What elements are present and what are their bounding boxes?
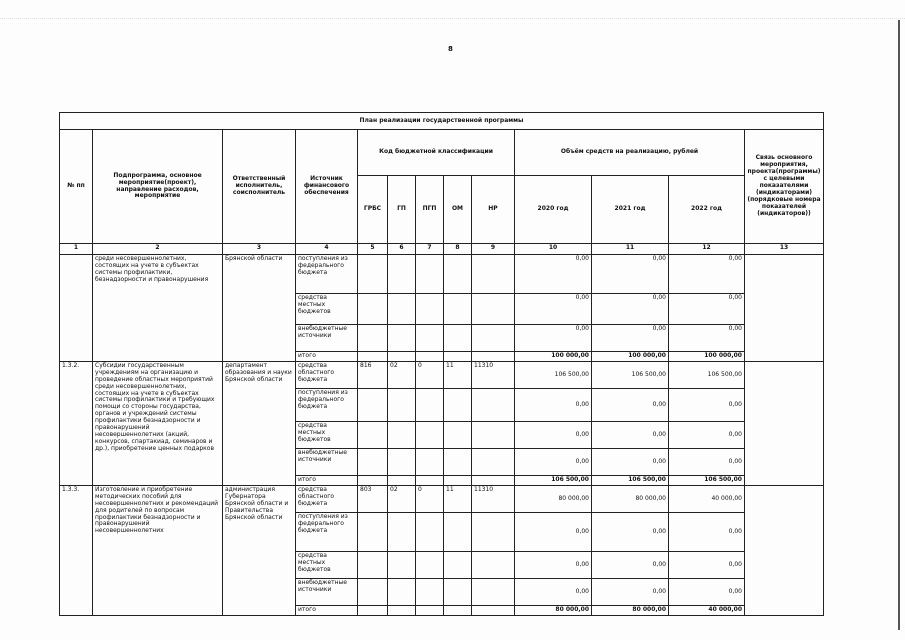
- total-2022: 40 000,00: [669, 606, 745, 616]
- om-cell: 11: [444, 362, 472, 389]
- amount-2022: 0,00: [669, 325, 745, 352]
- header-pgp: ПГП: [416, 176, 444, 244]
- header-nr: НР: [472, 176, 515, 244]
- header-source: Источник финансового обеспечения: [296, 130, 358, 244]
- link-cell: [745, 362, 824, 486]
- program-plan-table: [59, 112, 824, 616]
- amount-2020: 0,00: [515, 255, 592, 294]
- amount-2020: 0,00: [515, 389, 592, 422]
- amount-2020: 0,00: [515, 294, 592, 325]
- responsible-cell: департамент образования и науки Брянской области: [223, 362, 296, 486]
- col-number: 3: [223, 244, 296, 255]
- amount-2022: 0,00: [669, 255, 745, 294]
- amount-2021: 106 500,00: [592, 362, 669, 389]
- amount-2022: 40 000,00: [669, 486, 745, 513]
- col-number: 4: [296, 244, 358, 255]
- amount-2022: 0,00: [669, 422, 745, 449]
- col-number: 6: [388, 244, 416, 255]
- header-activity: Подпрограмма, основное мероприятие(проект), направление расходов, мероприятие: [93, 130, 223, 244]
- source-cell: итого: [296, 476, 358, 486]
- pgp-cell: 0: [416, 362, 444, 389]
- total-2020: 80 000,00: [515, 606, 592, 616]
- header-funds: Объём средств на реализацию, рублей: [515, 130, 745, 176]
- grbs-cell: 803: [358, 486, 388, 513]
- amount-2020: 0,00: [515, 552, 592, 579]
- total-2021: 106 500,00: [592, 476, 669, 486]
- table-row: [60, 255, 824, 294]
- activity-cell: среди несовершеннолетних, состоящих на учете в субъектах системы профилактики, безнадзорности и правонарушения: [93, 255, 223, 362]
- table-row: [60, 486, 824, 513]
- amount-2020: 0,00: [515, 513, 592, 552]
- amount-2021: 0,00: [592, 513, 669, 552]
- col-number: 5: [358, 244, 388, 255]
- amount-2021: 0,00: [592, 294, 669, 325]
- total-2021: 80 000,00: [592, 606, 669, 616]
- amount-2021: 80 000,00: [592, 486, 669, 513]
- amount-2020: 0,00: [515, 579, 592, 606]
- grbs-cell: 816: [358, 362, 388, 389]
- col-number: 2: [93, 244, 223, 255]
- table-row: [60, 362, 824, 389]
- source-cell: итого: [296, 352, 358, 362]
- responsible-cell: Брянской области: [223, 255, 296, 362]
- amount-2022: 0,00: [669, 389, 745, 422]
- source-cell: внебюджетные источники: [296, 449, 358, 476]
- table-title: План реализации государственной программы: [60, 113, 824, 130]
- col-number: 11: [592, 244, 669, 255]
- source-cell: средства местных бюджетов: [296, 294, 358, 325]
- amount-2020: 0,00: [515, 449, 592, 476]
- header-budget-codes: Код бюджетной классификации: [358, 130, 515, 176]
- gp-cell: 02: [388, 362, 416, 389]
- amount-2022: 0,00: [669, 552, 745, 579]
- amount-2020: 0,00: [515, 422, 592, 449]
- col-number: 10: [515, 244, 592, 255]
- nr-cell: 11310: [472, 362, 515, 389]
- total-2020: 100 000,00: [515, 352, 592, 362]
- link-cell: [745, 255, 824, 362]
- amount-2021: 0,00: [592, 389, 669, 422]
- amount-2021: 0,00: [592, 579, 669, 606]
- row-num: [60, 255, 93, 362]
- amount-2021: 0,00: [592, 449, 669, 476]
- amount-2022: 0,00: [669, 579, 745, 606]
- header-2021: 2021 год: [592, 176, 669, 244]
- page-number: 8: [448, 45, 453, 53]
- source-cell: поступления из федерального бюджета: [296, 513, 358, 552]
- source-cell: итого: [296, 606, 358, 616]
- source-cell: поступления из федерального бюджета: [296, 389, 358, 422]
- source-cell: поступления из федерального бюджета: [296, 255, 358, 294]
- amount-2021: 0,00: [592, 552, 669, 579]
- amount-2020: 106 500,00: [515, 362, 592, 389]
- activity-cell: Субсидии государственным учреждениям на организацию и проведение областных мероприятий среди несовершеннолетних, состоящих на учете в субъектах системы профилактики и требующих помощи со стороны государства, органов и учреждений системы профилактики безнадзорности и правонарушений несовершеннолетних (акций, конкурсов, спартакиад, семинаров и др.), приобретение ценных подарков: [93, 362, 223, 486]
- link-cell: [745, 486, 824, 616]
- col-number: 13: [745, 244, 824, 255]
- total-2021: 100 000,00: [592, 352, 669, 362]
- header-link: Связь основного мероприятия, проекта(программы) с целевыми показателями (индикаторами) (порядковые номера показателей (индикаторов)): [745, 130, 824, 244]
- source-cell: внебюджетные источники: [296, 579, 358, 606]
- source-cell: средства местных бюджетов: [296, 422, 358, 449]
- amount-2022: 106 500,00: [669, 362, 745, 389]
- source-cell: средства местных бюджетов: [296, 552, 358, 579]
- responsible-cell: администрация Губернатора Брянской области и Правительства Брянской области: [223, 486, 296, 616]
- om-cell: 11: [444, 486, 472, 513]
- amount-2022: 0,00: [669, 294, 745, 325]
- source-cell: средства областного бюджета: [296, 486, 358, 513]
- gp-cell: 02: [388, 486, 416, 513]
- header-2020: 2020 год: [515, 176, 592, 244]
- scan-edge-line: [898, 20, 900, 630]
- col-number: 7: [416, 244, 444, 255]
- row-num: 1.3.2.: [60, 362, 93, 486]
- total-2022: 106 500,00: [669, 476, 745, 486]
- activity-cell: Изготовление и приобретение методических пособий для несовершеннолетних и рекомендаций для родителей по вопросам профилактики безнадзорности и правонарушений несовершеннолетних: [93, 486, 223, 616]
- col-number: 1: [60, 244, 93, 255]
- amount-2021: 0,00: [592, 325, 669, 352]
- source-cell: внебюджетные источники: [296, 325, 358, 352]
- row-num: 1.3.3.: [60, 486, 93, 616]
- amount-2022: 0,00: [669, 449, 745, 476]
- col-number: 12: [669, 244, 745, 255]
- header-gp: ГП: [388, 176, 416, 244]
- amount-2021: 0,00: [592, 422, 669, 449]
- source-cell: средства областного бюджета: [296, 362, 358, 389]
- nr-cell: 11310: [472, 486, 515, 513]
- header-responsible: Ответственный исполнитель, соисполнитель: [223, 130, 296, 244]
- pgp-cell: 0: [416, 486, 444, 513]
- amount-2021: 0,00: [592, 255, 669, 294]
- header-2022: 2022 год: [669, 176, 745, 244]
- amount-2022: 0,00: [669, 513, 745, 552]
- header-om: ОМ: [444, 176, 472, 244]
- col-number: 8: [444, 244, 472, 255]
- header-num: № пп: [60, 130, 93, 244]
- scan-noise-line: [0, 18, 905, 20]
- amount-2020: 0,00: [515, 325, 592, 352]
- total-2020: 106 500,00: [515, 476, 592, 486]
- column-number-row: [60, 244, 824, 255]
- total-2022: 100 000,00: [669, 352, 745, 362]
- amount-2020: 80 000,00: [515, 486, 592, 513]
- col-number: 9: [472, 244, 515, 255]
- header-grbs: ГРБС: [358, 176, 388, 244]
